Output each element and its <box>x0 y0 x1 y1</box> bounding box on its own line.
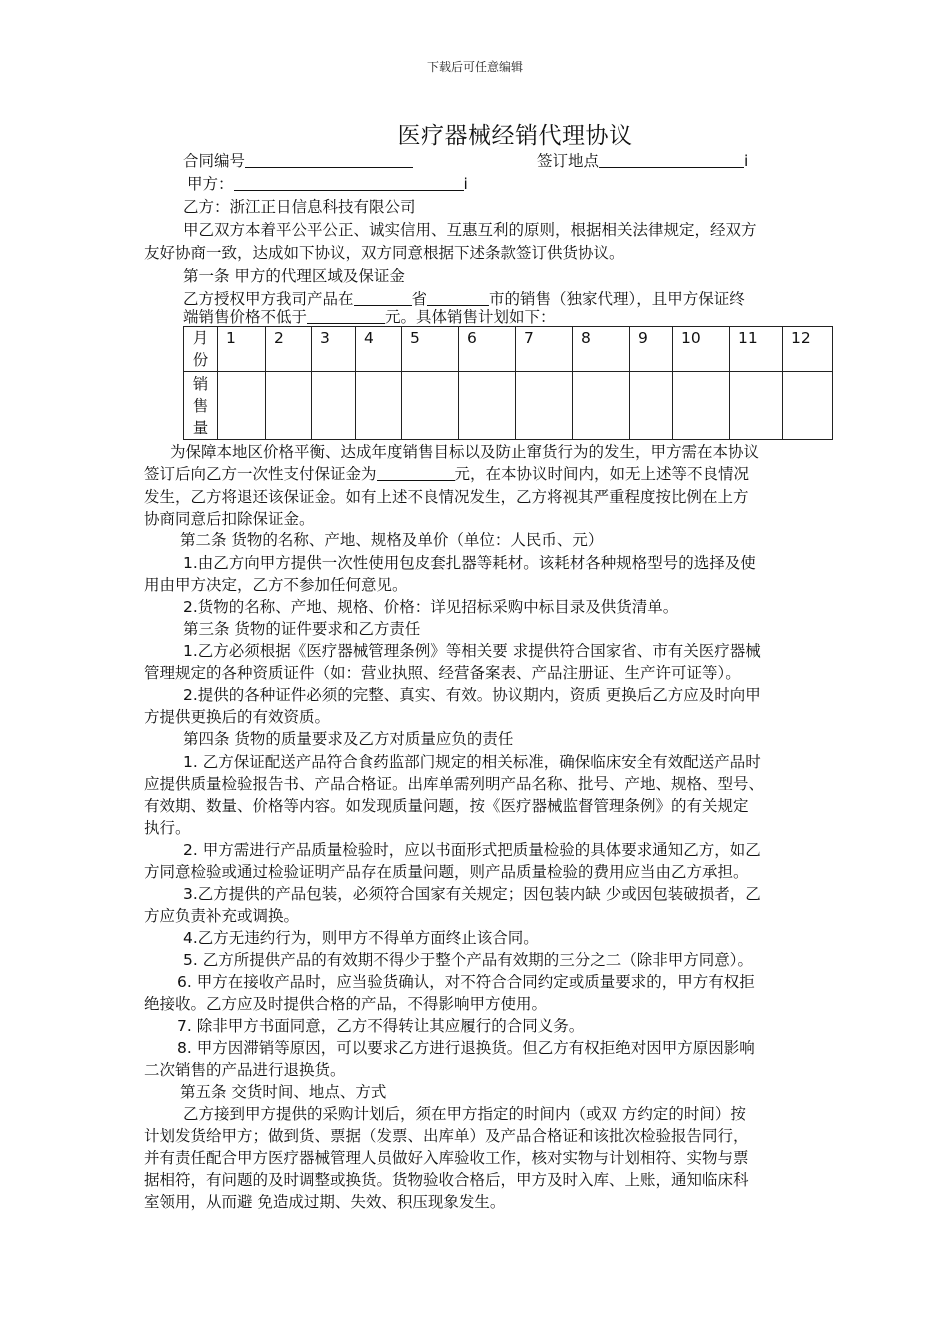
sales-cell <box>783 372 833 440</box>
sales-cell <box>730 372 783 440</box>
contract-number-label: 合同编号 <box>183 152 246 170</box>
sales-cell <box>573 372 630 440</box>
sales-cell <box>630 372 673 440</box>
body-line: 5. 乙方所提供产品的有效期不得少于整个产品有效期的三分之二（除非甲方同意）。 <box>183 951 753 969</box>
sign-place-line <box>537 150 748 172</box>
body-line: 1.由乙方向甲方提供一次性使用包皮套扎器等耗材。该耗材各种规格型号的选择及使 <box>183 554 756 572</box>
body-line: 2.货物的名称、产地、规格、价格：详见招标采购中标目录及供货清单。 <box>183 598 679 616</box>
deposit-line-2: 签订后向乙方一次性支付保证金为 元，在本协议时间内，如无上述等不良情况 <box>144 465 750 483</box>
month-cell: 2 <box>266 327 312 372</box>
body-line: 方应负责补充或调换。 <box>144 907 300 925</box>
city-blank <box>427 288 489 306</box>
body-line: 3.乙方提供的产品包装，必须符合国家有关规定；因包装内缺 少或因包装破损者，乙 <box>183 885 761 903</box>
body-line: 7. 除非甲方书面同意，乙方不得转让其应履行的合同义务。 <box>177 1017 585 1035</box>
sales-plan-table <box>183 326 833 440</box>
article-1-line-2: 端销售价格不低于 元。具体销售计划如下： <box>183 308 556 326</box>
sales-cell <box>356 372 402 440</box>
deposit-line-4: 协商同意后扣除保证金。 <box>144 510 315 528</box>
body-line: 2.提供的各种证件必须的完整、真实、有效。协议期内，资质 更换后乙方应及时向甲 <box>183 686 761 704</box>
sign-place-label: 签订地点 <box>537 152 600 170</box>
party-a-line <box>187 173 468 195</box>
body-line: 用由甲方决定，乙方不参加任何意见。 <box>144 576 408 594</box>
sales-cell <box>402 372 459 440</box>
body-line: 绝接收。乙方应及时提供合格的产品，不得影响甲方使用。 <box>144 995 548 1013</box>
party-a-blank <box>234 173 464 191</box>
party-a-label: 甲方： <box>187 175 234 193</box>
month-cell: 6 <box>459 327 516 372</box>
month-cell: 11 <box>730 327 783 372</box>
month-cell: 7 <box>516 327 573 372</box>
month-cell: 5 <box>402 327 459 372</box>
article-1-heading: 第一条 甲方的代理区域及保证金 <box>183 267 405 285</box>
body-line: 6. 甲方在接收产品时，应当验货确认，对不符合合同约定或质量要求的，甲方有权拒 <box>177 973 755 991</box>
month-label-cell <box>184 327 218 372</box>
body-line: 应提供质量检验报告书、产品合格证。出库单需列明产品名称、批号、产地、规格、型号、 <box>144 775 765 793</box>
sign-place-end: i <box>744 152 749 170</box>
month-cell: 8 <box>573 327 630 372</box>
body-line: 乙方接到甲方提供的采购计划后，须在甲方指定的时间内（或双 方约定的时间）按 <box>183 1105 746 1123</box>
party-a-end: i <box>463 175 468 193</box>
body-line: 室领用，从而避 免造成过期、失效、积压现象发生。 <box>144 1193 506 1211</box>
sales-cell <box>516 372 573 440</box>
header-note: 下载后可任意编辑 <box>426 60 523 74</box>
sales-row <box>184 372 833 440</box>
body-line: 方同意检验或通过检验证明产品存在质量问题，则产品质量检验的费用应当由乙方承担。 <box>144 863 749 881</box>
body-line: 据相符，有问题的及时调整或换货。货物验收合格后，甲方及时入库、上账，通知临床科 <box>144 1171 749 1189</box>
body-line: 2. 甲方需进行产品质量检验时，应以书面形式把质量检验的具体要求通知乙方，如乙 <box>183 841 761 859</box>
min-price-blank <box>307 306 385 324</box>
body-line: 1. 乙方保证配送产品符合食药监部门规定的相关标准，确保临床安全有效配送产品时 <box>183 753 761 771</box>
body-line: 方提供更换后的有效资质。 <box>144 708 331 726</box>
contract-number-line <box>183 150 413 172</box>
sales-cell <box>673 372 730 440</box>
month-label: 月 份 <box>192 329 209 369</box>
article-3-heading: 第三条 货物的证件要求和乙方责任 <box>183 620 421 638</box>
body-line: 1.乙方必须根据《医疗器械管理条例》等相关要 求提供符合国家省、市有关医疗器械 <box>183 642 761 660</box>
month-cell: 4 <box>356 327 402 372</box>
body-line: 管理规定的各种资质证件（如：营业执照、经营备案表、产品注册证、生产许可证等）。 <box>144 664 741 682</box>
document-title: 医疗器械经销代理协议 <box>397 123 633 149</box>
body-line: 执行。 <box>144 819 191 837</box>
party-b-line: 乙方：浙江正日信息科技有限公司 <box>183 198 416 216</box>
body-line: 并有责任配合甲方医疗器械管理人员做好入库验收工作，核对实物与计划相符、实物与票 <box>144 1149 749 1167</box>
body-line: 二次销售的产品进行退换货。 <box>144 1061 346 1079</box>
article-1-line-1: 乙方授权甲方我司产品在 省 市的销售（独家代理），且甲方保证终 <box>183 290 745 308</box>
month-cell: 10 <box>673 327 730 372</box>
sales-label: 销 售 量 <box>192 374 209 437</box>
body-line: 有效期、数量、价格等内容。如发现质量问题，按《医疗器械监督管理条例》的有关规定 <box>144 797 749 815</box>
month-cell: 9 <box>630 327 673 372</box>
month-row <box>184 327 833 372</box>
deposit-amount-blank <box>377 463 455 481</box>
month-cell: 12 <box>783 327 833 372</box>
sign-place-blank <box>599 150 744 168</box>
article-4-heading: 第四条 货物的质量要求及乙方对质量应负的责任 <box>183 730 514 748</box>
sales-cell <box>266 372 312 440</box>
article-2-heading: 第二条 货物的名称、产地、规格及单价（单位：人民币、元） <box>180 531 604 549</box>
body-line: 计划发货给甲方；做到货、票据（发票、出库单）及产品合格证和该批次检验报告同行， <box>144 1127 749 1145</box>
deposit-line-3: 发生，乙方将退还该保证金。如有上述不良情况发生，乙方将视其严重程度按比例在上方 <box>144 488 749 506</box>
deposit-line-1: 为保障本地区价格平衡、达成年度销售目标以及防止窜货行为的发生，甲方需在本协议 <box>170 443 760 461</box>
intro-line-2: 友好协商一致，达成如下协议，双方同意根据下述条款签订供货协议。 <box>144 244 625 262</box>
sales-cell <box>218 372 266 440</box>
body-line: 4.乙方无违约行为，则甲方不得单方面终止该合同。 <box>183 929 539 947</box>
contract-number-blank <box>245 150 413 168</box>
body-line: 8. 甲方因滞销等原因，可以要求乙方进行退换货。但乙方有权拒绝对因甲方原因影响 <box>177 1039 755 1057</box>
month-cell: 1 <box>218 327 266 372</box>
intro-line-1: 甲乙双方本着平公平公正、诚实信用、互惠互利的原则，根据相关法律规定，经双方 <box>183 221 757 239</box>
province-blank <box>354 288 412 306</box>
sales-label-cell <box>184 372 218 440</box>
sales-cell <box>312 372 356 440</box>
month-cell: 3 <box>312 327 356 372</box>
sales-cell <box>459 372 516 440</box>
article-5-heading: 第五条 交货时间、地点、方式 <box>180 1083 387 1101</box>
